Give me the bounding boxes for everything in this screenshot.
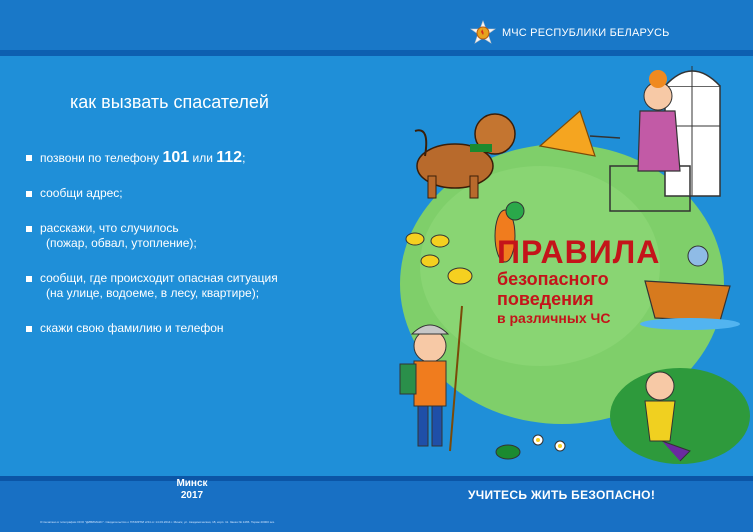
instructions-list: [26, 150, 376, 356]
ministry-name: МЧС РЕСПУБЛИКИ БЕЛАРУСЬ: [502, 27, 670, 39]
cover-title-line3: поведения: [497, 289, 594, 309]
step-location: [26, 271, 376, 301]
step-phone: [26, 150, 376, 166]
cover-title-sub: в различных ЧС: [497, 310, 611, 326]
ministry-brand: [470, 18, 670, 48]
slogan: УЧИТЕСЬ ЖИТЬ БЕЗОПАСНО!: [468, 488, 656, 502]
step-phone-sep: или: [192, 151, 213, 165]
publication-year: 2017: [180, 490, 204, 501]
step-what-happened-line2: (пожар, обвал, утопление);: [46, 236, 197, 250]
city-name: Минск: [176, 478, 208, 489]
publication-place: [172, 478, 212, 502]
step-phone-prefix: позвони по телефону: [40, 151, 160, 165]
step-what-happened-line1: расскажи, что случилось: [40, 221, 179, 235]
cover-title-main: ПРАВИЛА: [497, 234, 661, 270]
phone-number-101: 101: [162, 149, 190, 166]
step-location-line1: сообщи, где происходит опасная ситуация: [40, 271, 278, 285]
bush-with-girl: [610, 368, 750, 464]
instructions-title: как вызвать спасателей: [70, 92, 269, 112]
footer-stripe: [0, 476, 753, 481]
step-address: сообщи адрес;: [26, 186, 376, 201]
step-phone-suffix: ;: [242, 151, 246, 165]
step-what-happened: [26, 221, 376, 251]
phone-number-112: 112: [216, 149, 243, 166]
turtle-and-flowers: [496, 435, 565, 459]
imprint-text: Отпечатано в типографии ООО "ДИВИМАКС". Свидетельство о ГРИИРПИ 2/44 от 14.03.2014 г. Минск, ул. Академическая, 18, корп. 11. Заказ № 1465. Тираж 20000 экз.: [40, 520, 275, 524]
cover-title: [497, 235, 660, 327]
step-location-line2: (на улице, водоеме, в лесу, квартире);: [46, 286, 260, 300]
step-name-phone: скажи свою фамилию и телефон: [26, 321, 376, 336]
mchs-emblem-icon: [470, 20, 496, 46]
cover-title-line2: безопасного: [497, 269, 609, 289]
